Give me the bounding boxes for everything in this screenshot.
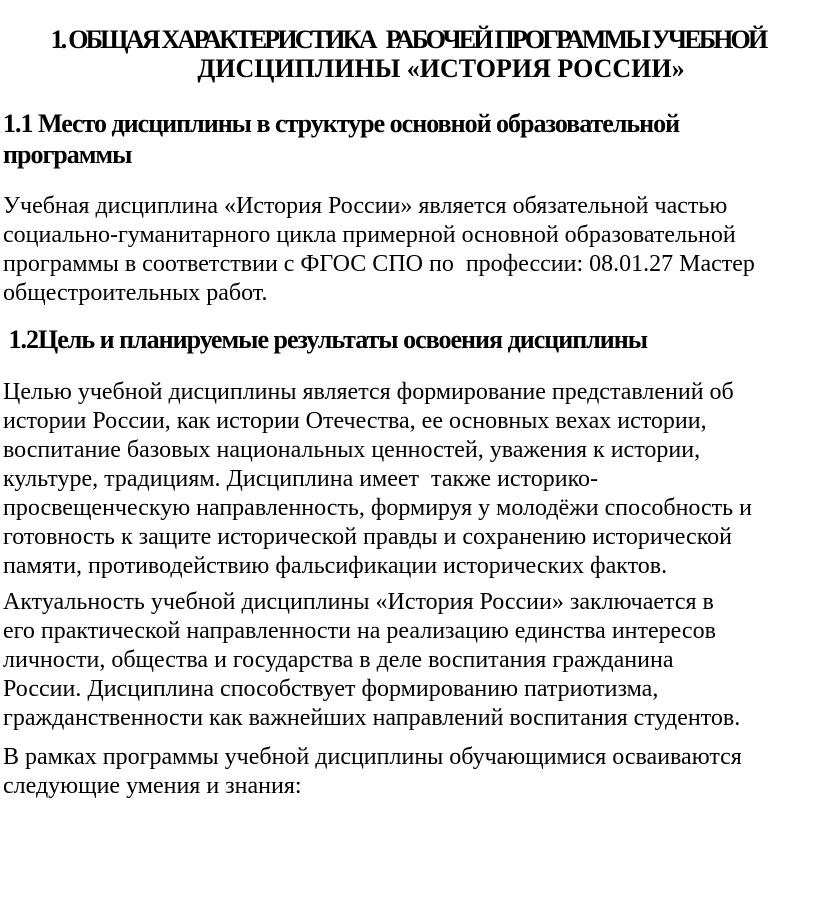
section-heading-1-1-line-1: 1.1 Место дисциплины в структуре основной образовательной bbox=[3, 109, 680, 138]
paragraph-line: Учебная дисциплина «История России» является обязательной частью bbox=[3, 193, 728, 219]
paragraph-discipline-place bbox=[0, 192, 816, 308]
paragraph-line: культуре, традициям. Дисциплина имеет также историко- bbox=[3, 466, 598, 492]
paragraph-goal bbox=[0, 378, 816, 581]
paragraph-line: общестроительных работ. bbox=[3, 280, 268, 306]
paragraph-line: его практической направленности на реализацию единства интересов bbox=[3, 618, 716, 644]
section-heading-1-1-line-2: программы bbox=[3, 140, 132, 169]
paragraph-line: России. Дисциплина способствует формированию патриотизма, bbox=[3, 676, 659, 702]
paragraph-line: просвещенческую направленность, формируя у молодёжи способность и bbox=[3, 495, 752, 521]
paragraph-line: личности, общества и государства в деле воспитания гражданина bbox=[3, 647, 674, 673]
paragraph-relevance bbox=[0, 588, 816, 733]
paragraph-line: памяти, противодействию фальсификации исторических фактов. bbox=[3, 553, 668, 579]
paragraph-line: программы в соответствии с ФГОС СПО по профессии: 08.01.27 Мастер bbox=[3, 251, 755, 277]
paragraph-line: следующие умения и знания: bbox=[3, 773, 302, 799]
paragraph-line: социально-гуманитарного цикла примерной основной образовательной bbox=[3, 222, 736, 248]
title-line-1: 1. ОБЩАЯ ХАРАКТЕРИСТИКА РАБОЧЕЙ ПРОГРАММЫ УЧЕБНОЙ bbox=[50, 25, 766, 54]
paragraph-line: гражданственности как важнейших направлений воспитания студентов. bbox=[3, 705, 741, 731]
paragraph-line: Целью учебной дисциплины является формирование представлений об bbox=[3, 379, 734, 405]
paragraph-line: В рамках программы учебной дисциплины обучающимися осваиваются bbox=[3, 744, 742, 770]
title-line-2: ДИСЦИПЛИНЫ «ИСТОРИЯ РОССИИ» bbox=[197, 54, 685, 83]
document-title bbox=[0, 25, 816, 83]
paragraph-framework bbox=[0, 743, 816, 801]
section-heading-1-2 bbox=[0, 324, 816, 355]
section-heading-1-1 bbox=[0, 108, 816, 170]
paragraph-line: Актуальность учебной дисциплины «История России» заключается в bbox=[3, 589, 714, 615]
paragraph-line: истории России, как истории Отечества, ее основных вехах истории, bbox=[3, 408, 707, 434]
section-heading-1-2-line-1: 1.2Цель и планируемые результаты освоения дисциплины bbox=[3, 325, 648, 354]
paragraph-line: готовность к защите исторической правды и сохранению исторической bbox=[3, 524, 732, 550]
paragraph-line: воспитание базовых национальных ценностей, уважения к истории, bbox=[3, 437, 701, 463]
